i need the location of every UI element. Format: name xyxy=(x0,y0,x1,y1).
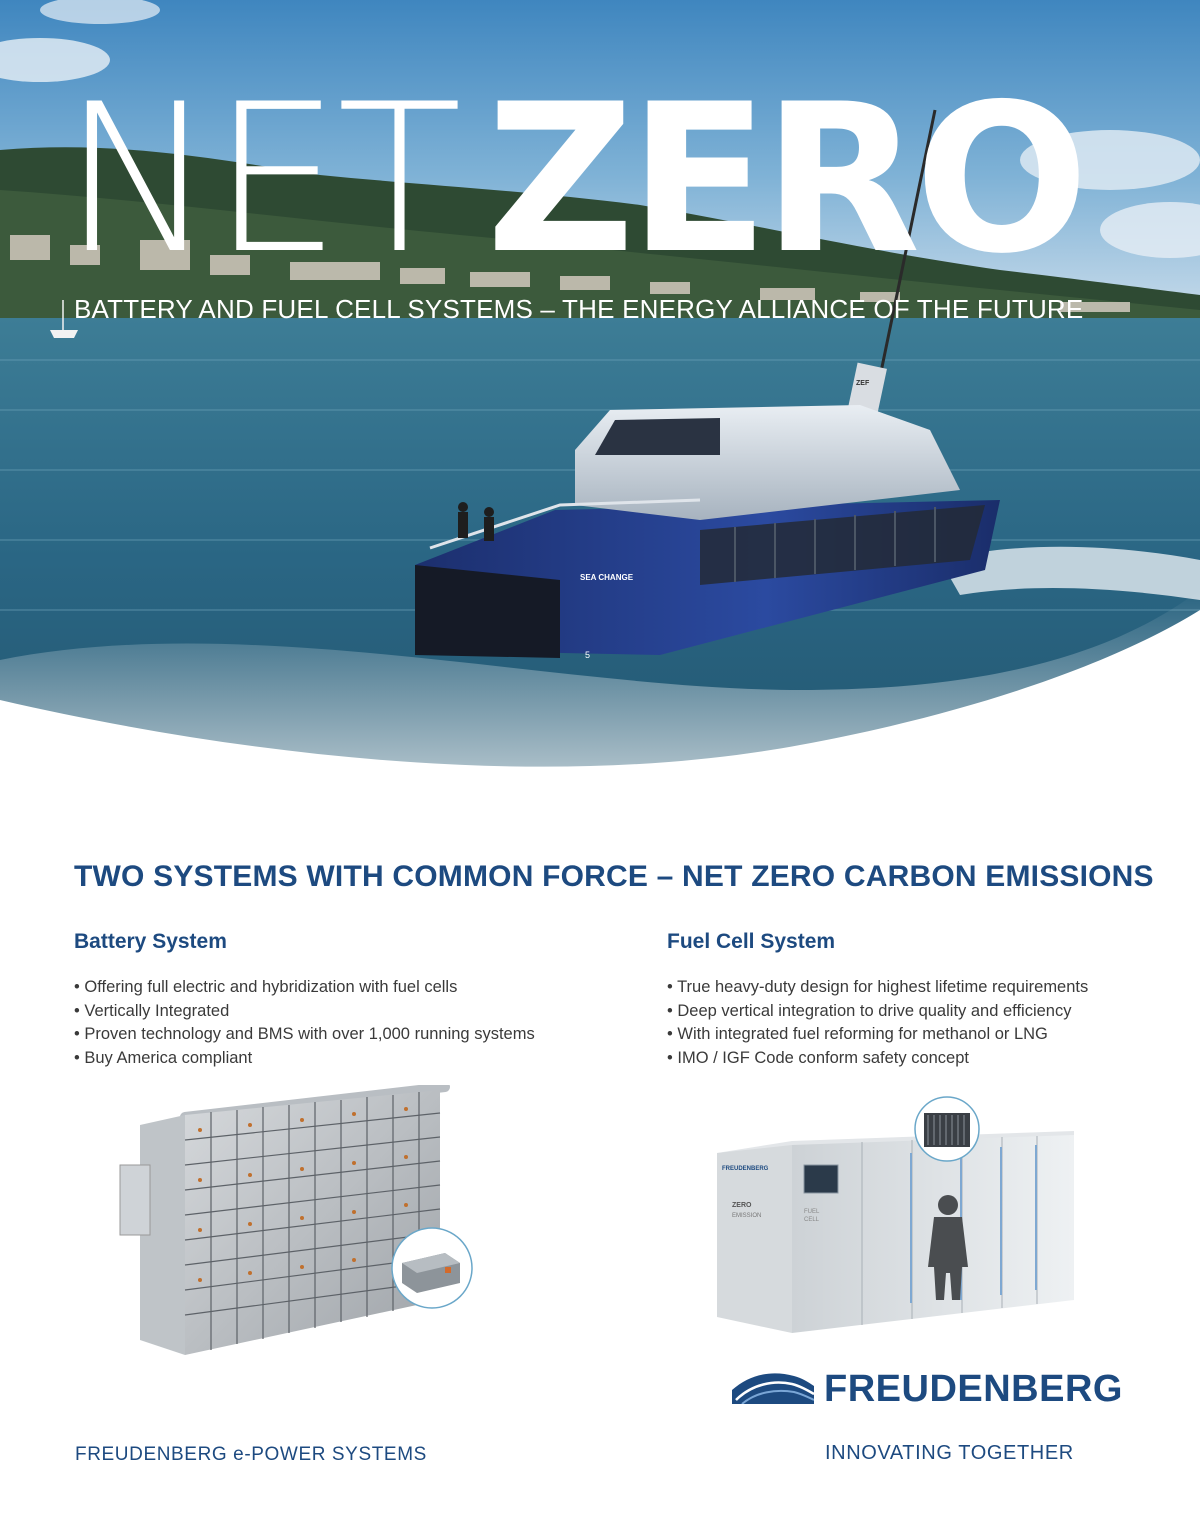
list-item: • Buy America compliant xyxy=(74,1047,594,1071)
freudenberg-logo[interactable] xyxy=(732,1368,1132,1478)
freudenberg-wave-icon xyxy=(732,1370,814,1404)
battery-system-title: Battery System xyxy=(74,930,227,953)
cabinet-emission-label: EMISSION xyxy=(732,1213,762,1219)
cabinet-fuel-label: FUEL xyxy=(804,1209,820,1215)
section-heading: TWO SYSTEMS WITH COMMON FORCE – NET ZERO CARBON EMISSIONS xyxy=(74,860,1154,893)
battery-bullet-list xyxy=(74,976,594,1070)
freudenberg-tagline: INNOVATING TOGETHER xyxy=(825,1442,1074,1464)
battery-rack-illustration xyxy=(110,1085,490,1385)
hero-title xyxy=(62,61,1162,299)
boat-mast-label: ZEF xyxy=(856,380,870,387)
hero-title-net: NET xyxy=(62,61,459,299)
cabinet-cell-label: CELL xyxy=(804,1217,820,1223)
battery-system-column xyxy=(74,930,594,1070)
list-item: • Deep vertical integration to drive quality and efficiency xyxy=(667,1000,1187,1024)
hero-title-zero: ZERO xyxy=(486,61,1083,299)
boat-hull-number: 5 xyxy=(585,650,591,660)
list-item: • Offering full electric and hybridization with fuel cells xyxy=(74,976,594,1000)
fuel-cell-system-column xyxy=(667,930,1187,1070)
footer-division-name: FREUDENBERG e-POWER SYSTEMS xyxy=(75,1444,427,1465)
fuel-cell-cabinet-illustration xyxy=(712,1095,1102,1355)
boat-name-label: SEA CHANGE xyxy=(580,573,634,582)
cabinet-zero-label: ZERO xyxy=(732,1202,752,1209)
hero-subtitle: BATTERY AND FUEL CELL SYSTEMS – THE ENERGY ALLIANCE OF THE FUTURE xyxy=(74,294,1084,324)
list-item: • Proven technology and BMS with over 1,000 running systems xyxy=(74,1023,594,1047)
freudenberg-wordmark: FREUDENBERG xyxy=(824,1368,1123,1410)
cabinet-brand-label: FREUDENBERG xyxy=(722,1166,769,1172)
fuel-cell-system-title: Fuel Cell System xyxy=(667,930,836,953)
list-item: • With integrated fuel reforming for methanol or LNG xyxy=(667,1023,1187,1047)
list-item: • True heavy-duty design for highest lifetime requirements xyxy=(667,976,1187,1000)
list-item: • Vertically Integrated xyxy=(74,1000,594,1024)
list-item: • IMO / IGF Code conform safety concept xyxy=(667,1047,1187,1071)
fuel-cell-bullet-list xyxy=(667,976,1187,1070)
